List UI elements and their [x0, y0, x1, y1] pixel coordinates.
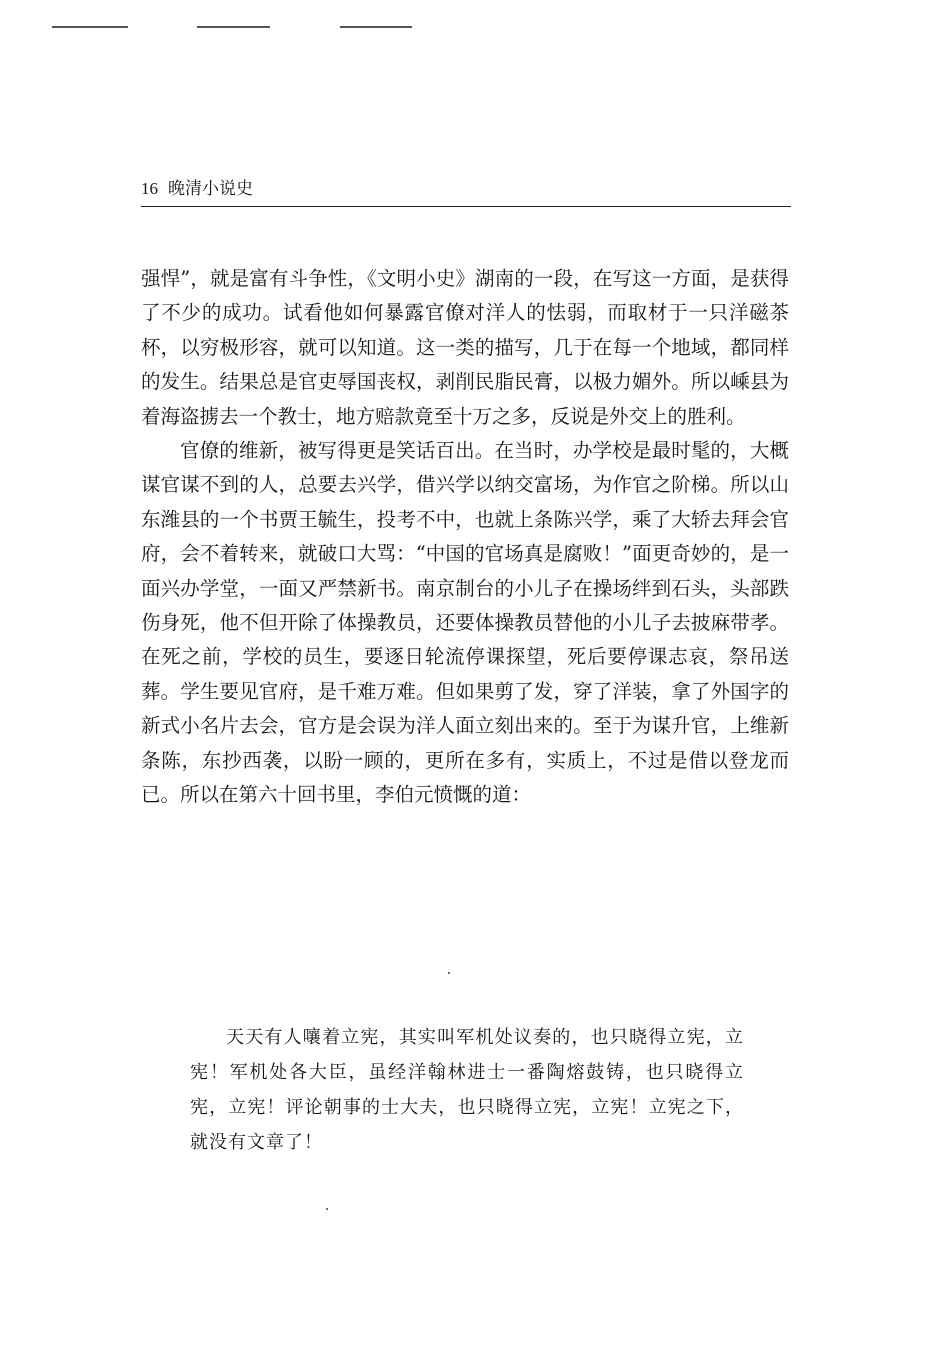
speck	[326, 1208, 328, 1210]
top-rule-2	[197, 26, 270, 28]
running-header	[141, 176, 791, 207]
top-rule-1	[52, 26, 128, 28]
page-number: 16	[141, 179, 158, 198]
speck	[448, 972, 450, 974]
top-rule-3	[340, 26, 412, 28]
book-title: 晚清小说史	[168, 179, 253, 199]
quote-text: 天天有人嚷着立宪，其实叫军机处议奏的，也只晓得立宪，立宪！军机处各大臣，虽经洋翰林进士一番陶熔鼓铸，也只晓得立宪，立宪！评论朝事的士大夫，也只晓得立宪，立宪！立宪之下，就没有文章了！	[190, 1027, 744, 1153]
paragraph-continued: 强悍”，就是富有斗争性，《文明小史》湖南的一段，在写这一方面，是获得了不少的成功。试看他如何暴露官僚对洋人的怯弱，而取材于一只洋磁茶杯，以穷极形容，就可以知道。这一类的描写，几于在每一个地域，都同样的发生。结果总是官吏辱国丧权，剥削民脂民膏，以极力媚外。所以嵊县为着海盗掳去一个教士，地方赔款竟至十万之多，反说是外交上的胜利。	[141, 267, 789, 428]
body-text	[141, 262, 789, 813]
block-quote	[190, 1020, 744, 1160]
paragraph: 官僚的维新，被写得更是笑话百出。在当时，办学校是最时髦的，大概谋官谋不到的人，总要去兴学，借兴学以纳交富场，为作官之阶梯。所以山东潍县的一个书贾王毓生，投考不中，也就上条陈兴学，乘了大轿去拜会官府，会不着转来，就破口大骂：“中国的官场真是腐败！”面更奇妙的，是一面兴办学堂，一面又严禁新书。南京制台的小儿子在操场绊到石头，头部跌伤身死，他不但开除了体操教员，还要体操教员替他的小儿子去披麻带孝。在死之前，学校的员生，要逐日轮流停课探望，死后要停课志哀，祭吊送葬。学生要见官府，是千难万难。但如果剪了发，穿了洋装，拿了外国字的新式小名片去会，官方是会误为洋人面立刻出来的。至于为谋升官，上维新条陈，东抄西袭，以盼一顾的，更所在多有，实质上，不过是借以登龙而已。所以在第六十回书里，李伯元愤慨的道：	[141, 439, 789, 807]
